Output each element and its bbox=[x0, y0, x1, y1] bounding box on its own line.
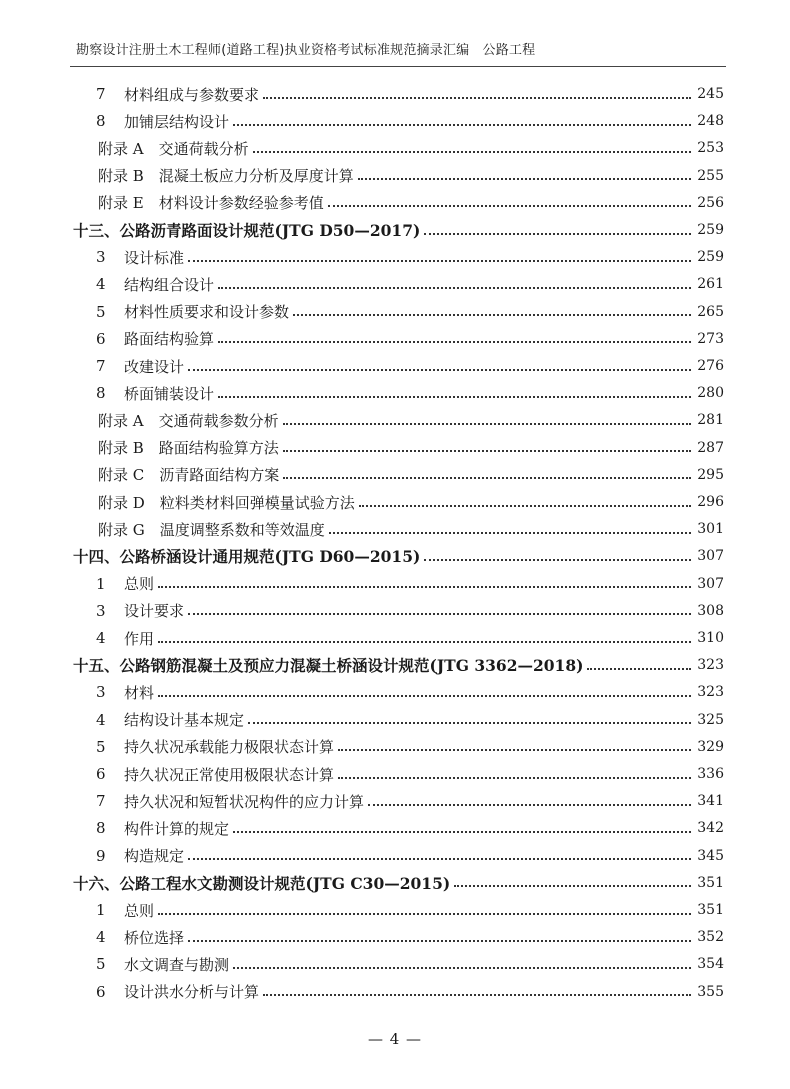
toc-entry-number: 9 bbox=[96, 846, 106, 865]
toc-entry-number: 1 bbox=[96, 901, 106, 919]
toc-page-number: 245 bbox=[697, 86, 724, 102]
dot-leader bbox=[283, 422, 692, 425]
toc-entry-title: 设计要求 bbox=[124, 602, 185, 621]
toc-entry[interactable] bbox=[98, 163, 724, 189]
toc-entry[interactable] bbox=[96, 81, 724, 107]
toc-entry-title: 附录 E 材料设计参数经验参考值 bbox=[98, 194, 324, 213]
toc-entry[interactable] bbox=[96, 924, 724, 950]
toc-page-number: 352 bbox=[697, 929, 724, 946]
toc-entry-title: 十四、公路桥涵设计通用规范(JTG D60—2015) bbox=[73, 547, 421, 567]
toc-entry-title: 设计洪水分析与计算 bbox=[124, 983, 260, 1002]
dot-leader bbox=[368, 803, 691, 806]
toc-page-number: 256 bbox=[697, 194, 724, 211]
toc-page-number: 307 bbox=[697, 575, 724, 592]
toc-entry-title: 构造规定 bbox=[124, 847, 185, 866]
running-header: 勘察设计注册土木工程师(道路工程)执业资格考试标准规范摘录汇编 公路工程 bbox=[76, 43, 536, 58]
dot-leader bbox=[233, 123, 691, 126]
toc-page-number: 273 bbox=[697, 330, 724, 347]
dot-leader bbox=[158, 694, 691, 697]
toc-entry-title: 附录 B 路面结构验算方法 bbox=[98, 439, 279, 458]
toc-entry[interactable] bbox=[96, 897, 724, 923]
toc-page-number: 323 bbox=[697, 684, 724, 701]
toc-page-number: 287 bbox=[697, 439, 724, 456]
dot-leader bbox=[233, 966, 691, 969]
toc-entry[interactable] bbox=[96, 380, 724, 406]
dot-leader bbox=[329, 531, 692, 534]
toc-entry[interactable] bbox=[96, 734, 724, 760]
toc-entry-title: 总则 bbox=[124, 901, 155, 920]
toc-entry-title: 附录 D 粒料类材料回弹模量试验方法 bbox=[98, 493, 355, 512]
dot-leader bbox=[328, 204, 692, 207]
toc-entry-number: 4 bbox=[96, 275, 106, 294]
toc-entry[interactable] bbox=[98, 489, 724, 515]
dot-leader bbox=[283, 449, 691, 452]
toc-entry-title: 附录 A 交通荷载分析 bbox=[98, 139, 249, 158]
toc-section-entry[interactable] bbox=[73, 217, 724, 243]
dot-leader bbox=[188, 368, 691, 371]
toc-entry[interactable] bbox=[96, 788, 724, 814]
page-number: — 4 — bbox=[367, 1030, 423, 1048]
toc-page-number: 248 bbox=[697, 113, 724, 130]
dot-leader bbox=[218, 340, 691, 343]
toc-entry-number: 6 bbox=[96, 765, 106, 783]
toc-entry-number: 4 bbox=[96, 629, 106, 647]
toc-entry[interactable] bbox=[98, 190, 724, 216]
dot-leader bbox=[359, 504, 691, 507]
toc-page-number: 345 bbox=[697, 847, 724, 864]
toc-entry-number: 7 bbox=[96, 85, 106, 103]
toc-entry-number: 3 bbox=[96, 248, 106, 267]
toc-page-number: 355 bbox=[697, 983, 724, 1000]
toc-page-number: 341 bbox=[697, 793, 724, 810]
dot-leader bbox=[454, 884, 691, 887]
toc-entry-title: 水文调查与勘测 bbox=[124, 955, 230, 974]
toc-page-number: 351 bbox=[697, 874, 724, 891]
toc-page-number: 307 bbox=[697, 548, 724, 565]
dot-leader bbox=[218, 395, 691, 398]
toc-entry-title: 十三、公路沥青路面设计规范(JTG D50—2017) bbox=[73, 221, 421, 240]
toc-page-number: 281 bbox=[697, 412, 724, 429]
toc-entry-title: 材料性质要求和设计参数 bbox=[124, 303, 290, 322]
toc-entry-number: 4 bbox=[96, 928, 106, 947]
toc-page-number: 354 bbox=[697, 956, 724, 973]
toc-page-number: 310 bbox=[697, 630, 724, 646]
toc-page-number: 261 bbox=[697, 276, 724, 293]
toc-page-number: 259 bbox=[697, 222, 724, 238]
dot-leader bbox=[338, 748, 691, 751]
toc-entry-title: 结构组合设计 bbox=[124, 275, 215, 294]
dot-leader bbox=[424, 232, 691, 235]
toc-entry[interactable] bbox=[96, 571, 724, 597]
toc-page-number: 351 bbox=[697, 902, 724, 918]
toc-entry-title: 作用 bbox=[124, 629, 155, 648]
toc-entry[interactable] bbox=[98, 135, 724, 161]
toc-entry-title: 材料组成与参数要求 bbox=[124, 85, 260, 104]
toc-entry-title: 附录 A 交通荷载参数分析 bbox=[98, 411, 279, 430]
toc-section-entry[interactable] bbox=[73, 543, 724, 569]
toc-entry[interactable] bbox=[98, 435, 724, 461]
dot-leader bbox=[587, 667, 691, 670]
toc-entry-number: 4 bbox=[96, 710, 106, 729]
dot-leader bbox=[188, 939, 691, 942]
dot-leader bbox=[263, 993, 691, 996]
toc-entry[interactable] bbox=[96, 353, 724, 379]
dot-leader bbox=[188, 612, 691, 615]
dot-leader bbox=[283, 476, 691, 479]
toc-entry-number: 7 bbox=[96, 357, 106, 375]
toc-entry-number: 7 bbox=[96, 792, 106, 811]
toc-page-number: 336 bbox=[697, 766, 724, 782]
toc-section-entry[interactable] bbox=[73, 652, 724, 678]
dot-leader bbox=[158, 585, 691, 588]
dot-leader bbox=[263, 96, 691, 99]
toc-entry-number: 5 bbox=[96, 955, 106, 974]
toc-entry-number: 6 bbox=[96, 329, 106, 348]
toc-page-number: 259 bbox=[697, 249, 724, 266]
toc-page-number: 301 bbox=[697, 521, 724, 538]
dot-leader bbox=[158, 640, 691, 643]
toc-entry[interactable] bbox=[96, 761, 724, 787]
toc-entry[interactable] bbox=[96, 679, 724, 705]
toc-entry-number: 8 bbox=[96, 112, 106, 131]
toc-entry[interactable] bbox=[96, 707, 724, 733]
toc-entry-title: 附录 B 混凝土板应力分析及厚度计算 bbox=[98, 167, 354, 186]
toc-entry-number: 8 bbox=[96, 819, 106, 838]
toc-page-number: 329 bbox=[697, 738, 724, 755]
dot-leader bbox=[253, 150, 692, 153]
toc-entry-title: 持久状况正常使用极限状态计算 bbox=[124, 765, 335, 784]
toc-entry-title: 路面结构验算 bbox=[124, 330, 215, 349]
toc-entry-title: 构件计算的规定 bbox=[124, 819, 230, 838]
toc-entry-title: 持久状况承载能力极限状态计算 bbox=[124, 738, 335, 757]
toc-page-number: 295 bbox=[697, 466, 724, 483]
toc-entry-title: 持久状况和短暂状况构件的应力计算 bbox=[124, 792, 365, 811]
toc-entry[interactable] bbox=[96, 951, 724, 977]
dot-leader bbox=[188, 857, 691, 860]
toc-entry[interactable] bbox=[96, 299, 724, 325]
toc-entry-number: 3 bbox=[96, 601, 106, 620]
dot-leader bbox=[293, 313, 691, 316]
toc-entry[interactable] bbox=[96, 598, 724, 624]
toc-entry[interactable] bbox=[96, 108, 724, 134]
toc-entry-title: 附录 C 沥青路面结构方案 bbox=[98, 466, 280, 485]
dot-leader bbox=[218, 286, 691, 289]
header-divider bbox=[70, 66, 726, 67]
toc-entry[interactable] bbox=[96, 326, 724, 352]
dot-leader bbox=[158, 912, 691, 915]
toc-entry-title: 材料 bbox=[124, 683, 155, 702]
toc-page-number: 265 bbox=[697, 303, 724, 320]
dot-leader bbox=[188, 259, 691, 262]
toc-entry[interactable] bbox=[96, 979, 724, 1005]
toc-entry-title: 结构设计基本规定 bbox=[124, 711, 245, 730]
toc-entry-title: 设计标准 bbox=[124, 248, 185, 267]
toc-entry-number: 6 bbox=[96, 982, 106, 1001]
toc-page-number: 325 bbox=[697, 711, 724, 728]
toc-page-number: 342 bbox=[697, 820, 724, 837]
dot-leader bbox=[358, 177, 691, 180]
dot-leader bbox=[338, 776, 691, 779]
toc-entry-title: 附录 G 温度调整系数和等效温度 bbox=[98, 520, 325, 539]
toc-entry-title: 十六、公路工程水文勘测设计规范(JTG C30—2015) bbox=[73, 873, 451, 893]
toc-entry[interactable] bbox=[98, 407, 724, 433]
toc-page-number: 323 bbox=[697, 657, 724, 674]
toc-entry-title: 桥面铺装设计 bbox=[124, 384, 215, 403]
toc-entry-number: 5 bbox=[96, 302, 106, 321]
toc-entry[interactable] bbox=[96, 843, 724, 869]
toc-entry-title: 十五、公路钢筋混凝土及预应力混凝土桥涵设计规范(JTG 3362—2018) bbox=[73, 656, 584, 676]
toc-entry-number: 3 bbox=[96, 683, 106, 702]
toc-entry-title: 桥位选择 bbox=[124, 928, 185, 947]
toc-entry[interactable] bbox=[96, 625, 724, 651]
toc-entry[interactable] bbox=[96, 271, 724, 297]
toc-entry-title: 加铺层结构设计 bbox=[124, 112, 230, 131]
dot-leader bbox=[248, 721, 691, 724]
toc-entry-title: 总则 bbox=[124, 575, 155, 594]
toc-page-number: 308 bbox=[697, 602, 724, 619]
toc-entry[interactable] bbox=[98, 462, 724, 488]
toc-section-entry[interactable] bbox=[73, 870, 724, 896]
toc-entry-title: 改建设计 bbox=[124, 357, 185, 376]
dot-leader bbox=[233, 830, 691, 833]
toc-page-number: 296 bbox=[697, 494, 724, 510]
toc-page-number: 276 bbox=[697, 358, 724, 374]
toc-page-number: 255 bbox=[697, 167, 724, 184]
toc-entry-number: 1 bbox=[96, 574, 106, 593]
dot-leader bbox=[424, 558, 691, 561]
toc-entry-number: 5 bbox=[96, 737, 106, 756]
toc-entry[interactable] bbox=[96, 244, 724, 270]
toc-page-number: 280 bbox=[697, 385, 724, 402]
toc-entry[interactable] bbox=[98, 516, 724, 542]
toc-entry[interactable] bbox=[96, 815, 724, 841]
toc-page-number: 253 bbox=[697, 140, 724, 157]
toc-entry-number: 8 bbox=[96, 384, 106, 403]
